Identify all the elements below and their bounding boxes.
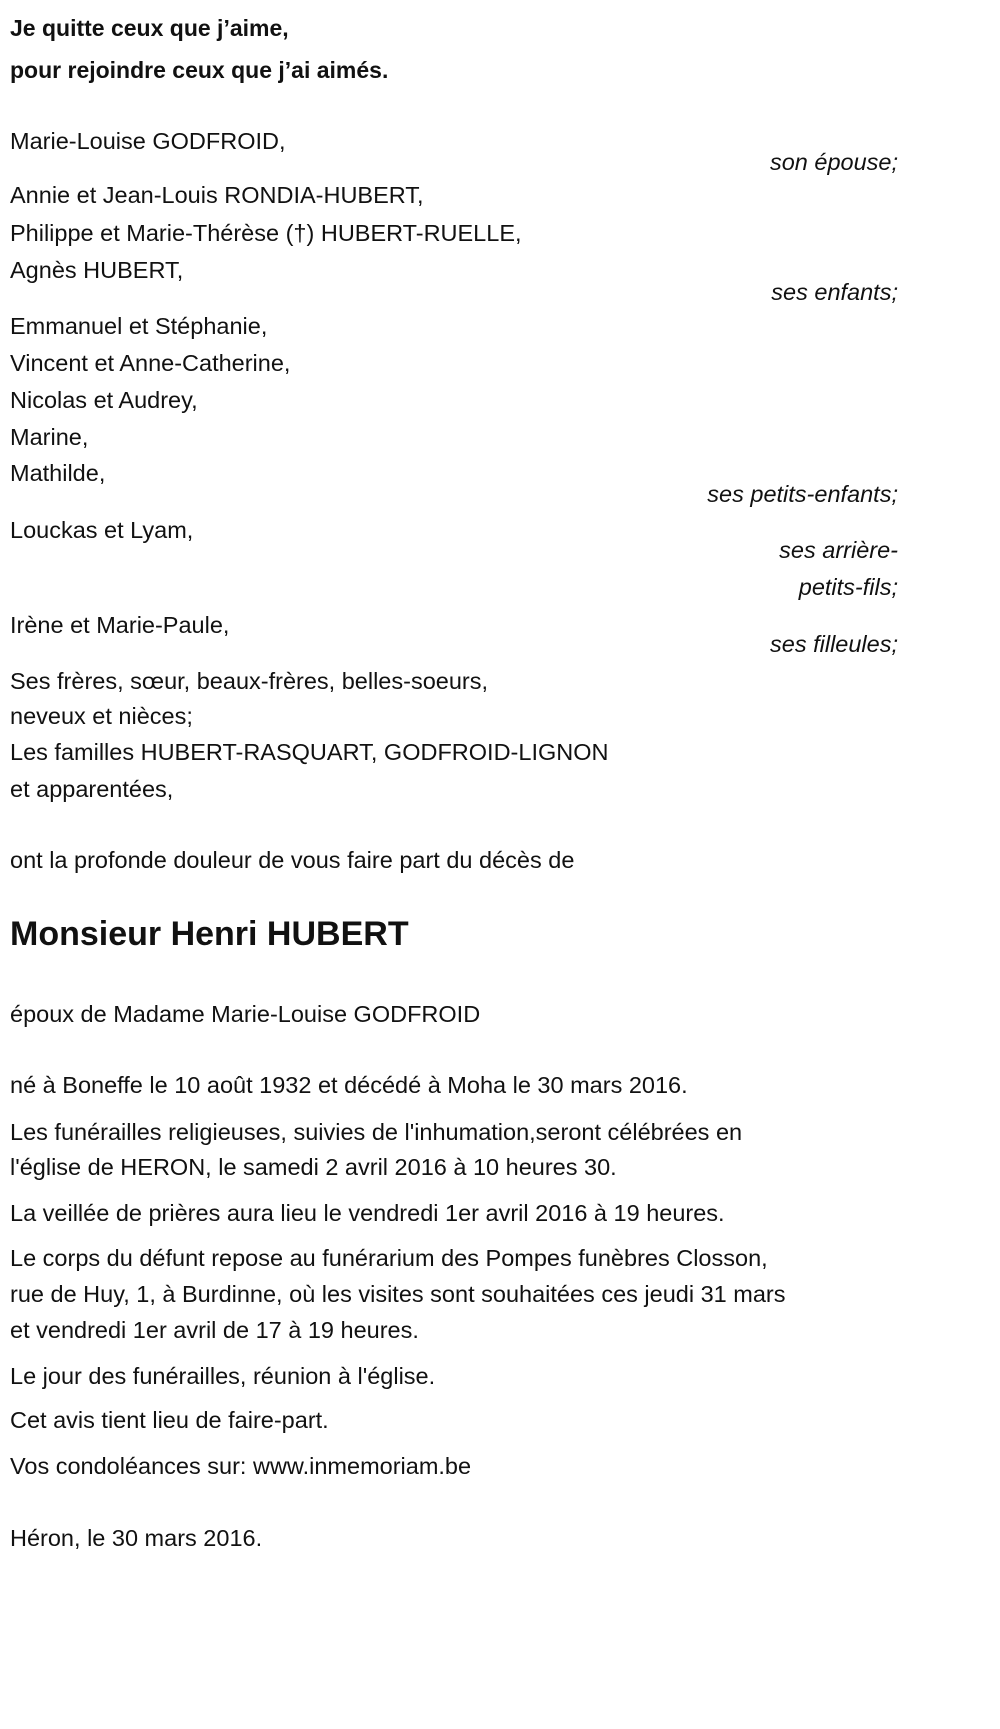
- family-name: Marine,: [10, 424, 89, 450]
- deceased-name: Monsieur Henri HUBERT: [10, 915, 409, 953]
- family-name: Philippe et Marie-Thérèse (†) HUBERT-RUELLE,: [10, 220, 522, 246]
- detail-line: Le jour des funérailles, réunion à l'église.: [10, 1363, 436, 1389]
- detail-line: rue de Huy, 1, à Burdinne, où les visites sont souhaitées ces jeudi 31 mars: [10, 1281, 786, 1307]
- family-name: Irène et Marie-Paule,: [10, 612, 230, 638]
- epigraph-line: pour rejoindre ceux que j’ai aimés.: [10, 57, 389, 83]
- announcement: ont la profonde douleur de vous faire part du décès de: [10, 847, 575, 873]
- detail-line: né à Boneffe le 10 août 1932 et décédé à Moha le 30 mars 2016.: [10, 1072, 688, 1098]
- detail-line: Le corps du défunt repose au funérarium des Pompes funèbres Closson,: [10, 1245, 768, 1271]
- family-name: Annie et Jean-Louis RONDIA-HUBERT,: [10, 182, 424, 208]
- detail-line: l'église de HERON, le samedi 2 avril 2016 à 10 heures 30.: [10, 1154, 617, 1180]
- epigraph-line: Je quitte ceux que j’aime,: [10, 15, 289, 41]
- relation-label: ses enfants;: [771, 279, 898, 305]
- family-other: Les familles HUBERT-RASQUART, GODFROID-LIGNON: [10, 739, 609, 765]
- detail-line: Cet avis tient lieu de faire-part.: [10, 1407, 329, 1433]
- detail-line: La veillée de prières aura lieu le vendredi 1er avril 2016 à 19 heures.: [10, 1200, 725, 1226]
- detail-line: et vendredi 1er avril de 17 à 19 heures.: [10, 1317, 419, 1343]
- relation-label: son épouse;: [769, 149, 898, 175]
- detail-line: Les funérailles religieuses, suivies de l'inhumation,seront célébrées en: [10, 1119, 743, 1145]
- family-other: et apparentées,: [10, 776, 174, 802]
- spouse-of: époux de Madame Marie-Louise GODFROID: [10, 1001, 481, 1027]
- family-name: Agnès HUBERT,: [10, 257, 184, 283]
- family-name: Emmanuel et Stéphanie,: [10, 313, 268, 339]
- relation-label: ses arrière-: [779, 537, 898, 563]
- family-other: neveux et nièces;: [10, 703, 193, 729]
- family-name: Marie-Louise GODFROID,: [10, 128, 286, 154]
- relation-label: ses filleules;: [770, 631, 898, 657]
- condolences-line: Vos condoléances sur: www.inmemoriam.be: [10, 1453, 472, 1479]
- place-date: Héron, le 30 mars 2016.: [10, 1525, 263, 1551]
- family-name: Nicolas et Audrey,: [10, 387, 198, 413]
- relation-label: ses petits-enfants;: [707, 481, 898, 507]
- family-name: Mathilde,: [10, 460, 106, 486]
- family-other: Ses frères, sœur, beaux-frères, belles-soeurs,: [10, 668, 489, 694]
- relation-label: petits-fils;: [798, 574, 898, 600]
- family-name: Vincent et Anne-Catherine,: [10, 350, 291, 376]
- family-name: Louckas et Lyam,: [10, 517, 194, 543]
